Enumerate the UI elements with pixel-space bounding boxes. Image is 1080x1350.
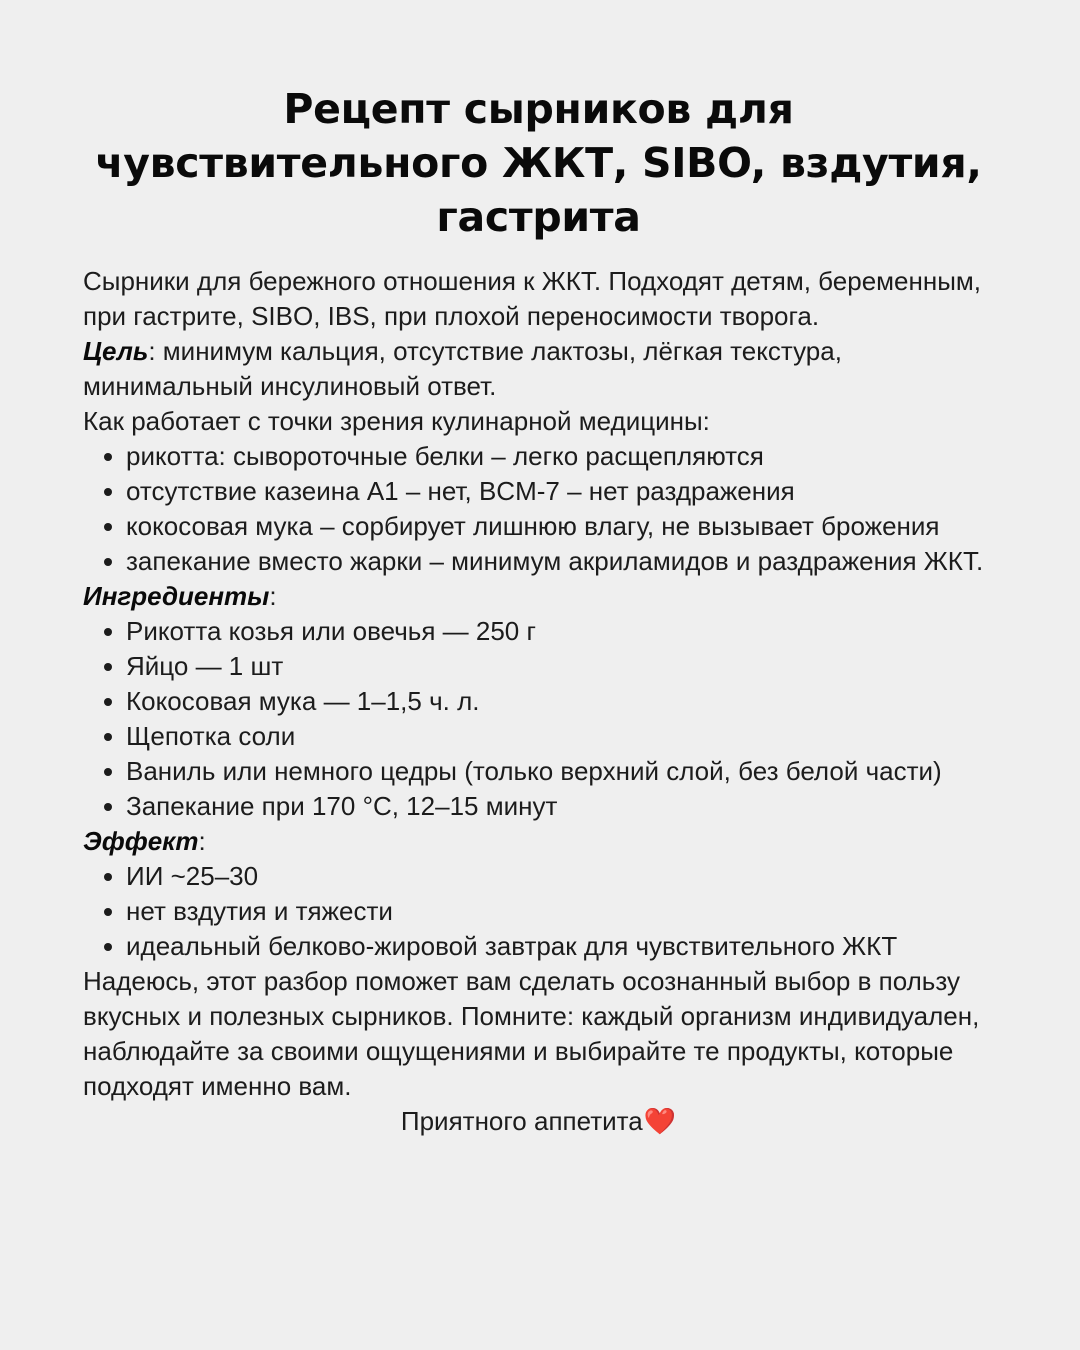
list-item-text: идеальный белково-жировой завтрак для чувствительного ЖКТ: [126, 931, 898, 961]
list-item-text: Кокосовая мука — 1–1,5 ч. л.: [126, 686, 480, 716]
goal-text: : минимум кальция, отсутствие лактозы, лёгкая текстура, минимальный инсулиновый ответ.: [83, 336, 842, 401]
effect-list: [83, 859, 994, 964]
list-item: [126, 754, 994, 789]
intro-paragraph: Сырники для бережного отношения к ЖКТ. Подходят детям, беременным, при гастрите, SIBO, IBS, при плохой переносимости творога.: [83, 266, 982, 331]
list-item-text: кокосовая мука – сорбирует лишнюю влагу, не вызывает брожения: [126, 511, 940, 541]
bullet-icon: [104, 628, 112, 636]
list-item: [126, 544, 994, 579]
list-item: [126, 859, 994, 894]
mechanism-heading: Как работает с точки зрения кулинарной медицины:: [83, 406, 710, 436]
list-item: [126, 894, 994, 929]
list-item: [126, 789, 994, 824]
list-item-text: Яйцо — 1 шт: [126, 651, 284, 681]
goal-label: Цель: [83, 336, 149, 366]
bullet-icon: [104, 943, 112, 951]
heart-icon: ❤️: [643, 1106, 677, 1136]
bullet-icon: [104, 768, 112, 776]
list-item-text: нет вздутия и тяжести: [126, 896, 393, 926]
list-item: [126, 684, 994, 719]
list-item-text: отсутствие казеина А1 – нет, BCM-7 – нет раздражения: [126, 476, 795, 506]
mechanism-list: [83, 439, 994, 579]
list-item-text: Ваниль или немного цедры (только верхний слой, без белой части): [126, 756, 942, 786]
bullet-icon: [104, 908, 112, 916]
ingredients-heading: [83, 579, 994, 614]
effect-heading: [83, 824, 994, 859]
closing-line: [83, 1104, 994, 1139]
list-item: [126, 649, 994, 684]
effect-colon: :: [198, 826, 206, 856]
list-item: [126, 929, 994, 964]
bullet-icon: [104, 733, 112, 741]
goal-paragraph: [83, 334, 994, 404]
list-item: [126, 614, 994, 649]
conclusion-paragraph: Надеюсь, этот разбор поможет вам сделать осознанный выбор в пользу вкусных и полезных сырников. Помните: каждый организм индивидуален, наблюдайте за своими ощущениями и выбирайте те продукты, которые подходят именно вам.: [83, 966, 980, 1101]
list-item-text: рикотта: сывороточные белки – легко расщепляются: [126, 441, 764, 471]
ingredients-list: [83, 614, 994, 824]
list-item-text: Рикотта козья или овечья — 250 г: [126, 616, 536, 646]
bullet-icon: [104, 698, 112, 706]
list-item-text: запекание вместо жарки – минимум акриламидов и раздражения ЖКТ.: [126, 546, 984, 576]
effect-label: Эффект: [83, 826, 199, 856]
ingredients-label: Ингредиенты: [83, 581, 270, 611]
page-title: Рецепт сырников для чувствительного ЖКТ, SIBO, вздутия, гастрита: [95, 85, 982, 241]
bullet-icon: [104, 663, 112, 671]
list-item-text: ИИ ~25–30: [126, 861, 259, 891]
list-item: [126, 509, 994, 544]
list-item: [126, 719, 994, 754]
list-item-text: Щепотка соли: [126, 721, 296, 751]
list-item: [126, 439, 994, 474]
list-item: [126, 474, 994, 509]
recipe-body: [83, 264, 994, 1139]
list-item-text: Запекание при 170 °C, 12–15 минут: [126, 791, 558, 821]
bullet-icon: [104, 523, 112, 531]
bullet-icon: [104, 453, 112, 461]
bullet-icon: [104, 488, 112, 496]
bullet-icon: [104, 803, 112, 811]
bullet-icon: [104, 873, 112, 881]
closing-text: Приятного аппетита: [400, 1106, 643, 1136]
bullet-icon: [104, 558, 112, 566]
ingredients-colon: :: [269, 581, 277, 611]
